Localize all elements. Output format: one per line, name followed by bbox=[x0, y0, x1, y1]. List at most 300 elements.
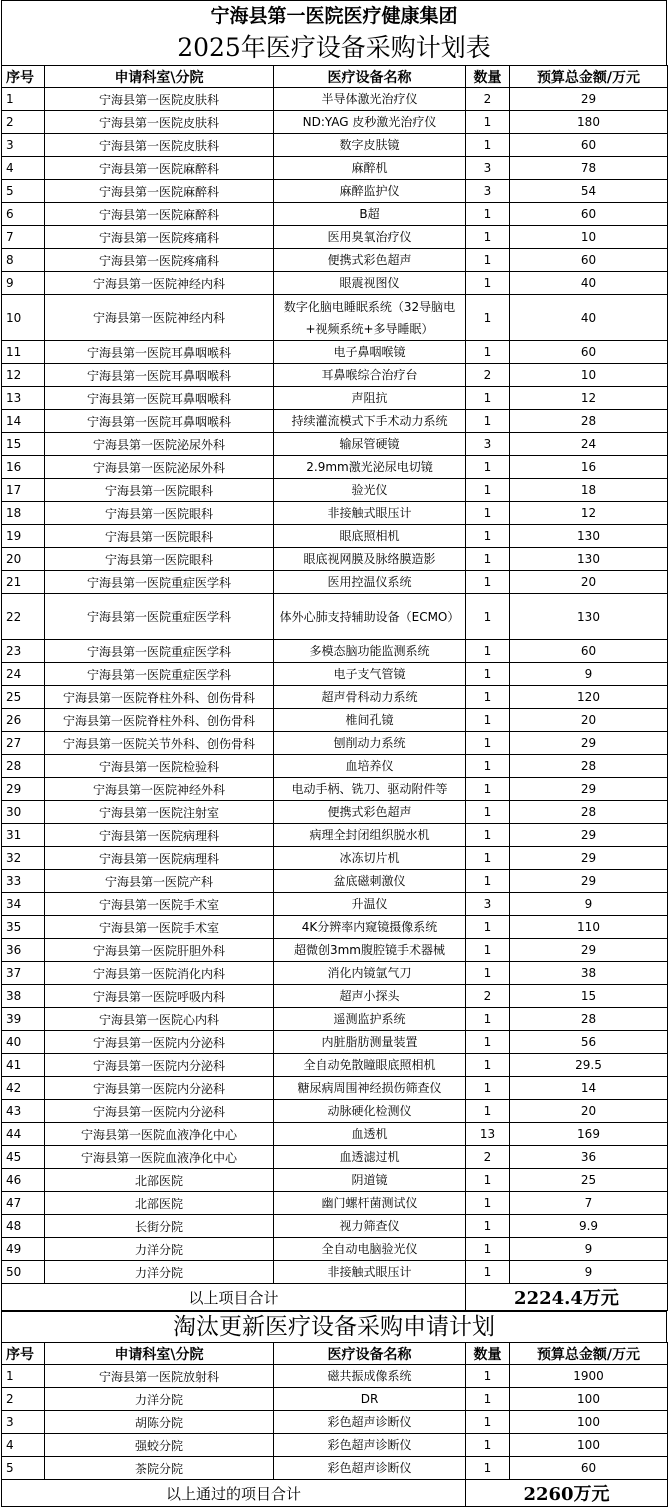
row-device: 动脉硬化检测仪 bbox=[274, 1100, 466, 1123]
row-device: 耳鼻喉综合治疗台 bbox=[274, 364, 466, 387]
row-qty: 1 bbox=[466, 1434, 510, 1457]
header-budget: 预算总金额/万元 bbox=[510, 1343, 668, 1365]
row-budget: 20 bbox=[510, 571, 668, 594]
row-budget: 25 bbox=[510, 1169, 668, 1192]
table-row bbox=[2, 364, 668, 387]
row-budget: 29 bbox=[510, 824, 668, 847]
table-row bbox=[2, 1123, 668, 1146]
row-device: 血培养仪 bbox=[274, 755, 466, 778]
row-seq: 34 bbox=[2, 893, 45, 916]
row-budget: 60 bbox=[510, 203, 668, 226]
row-device: 数字化脑电睡眠系统（32导脑电+视频系统+多导睡眠） bbox=[274, 295, 466, 341]
table-row bbox=[2, 594, 668, 640]
row-dept: 力洋分院 bbox=[45, 1388, 274, 1411]
row-qty: 1 bbox=[466, 1100, 510, 1123]
row-budget: 10 bbox=[510, 226, 668, 249]
table-row bbox=[2, 502, 668, 525]
row-budget: 100 bbox=[510, 1434, 668, 1457]
row-seq: 3 bbox=[2, 134, 45, 157]
row-dept: 宁海县第一医院眼科 bbox=[45, 502, 274, 525]
row-device: 遥测监护系统 bbox=[274, 1008, 466, 1031]
table-row bbox=[2, 778, 668, 801]
row-budget: 169 bbox=[510, 1123, 668, 1146]
table-row bbox=[2, 1077, 668, 1100]
table-row bbox=[2, 732, 668, 755]
row-seq: 19 bbox=[2, 525, 45, 548]
row-device: 盆底磁刺激仪 bbox=[274, 870, 466, 893]
row-dept: 宁海县第一医院皮肤科 bbox=[45, 111, 274, 134]
row-seq: 36 bbox=[2, 939, 45, 962]
table-row bbox=[2, 157, 668, 180]
row-budget: 7 bbox=[510, 1192, 668, 1215]
renewal-title: 淘汰更新医疗设备采购申请计划 bbox=[1, 1311, 667, 1342]
row-seq: 31 bbox=[2, 824, 45, 847]
table-row bbox=[2, 1031, 668, 1054]
row-dept: 力洋分院 bbox=[45, 1238, 274, 1261]
row-dept: 宁海县第一医院病理科 bbox=[45, 847, 274, 870]
row-qty: 3 bbox=[466, 180, 510, 203]
row-device: 非接触式眼压计 bbox=[274, 502, 466, 525]
row-qty: 1 bbox=[466, 824, 510, 847]
row-dept: 长街分院 bbox=[45, 1215, 274, 1238]
row-seq: 9 bbox=[2, 272, 45, 295]
row-dept: 宁海县第一医院耳鼻咽喉科 bbox=[45, 341, 274, 364]
row-seq: 24 bbox=[2, 663, 45, 686]
table-row bbox=[2, 1388, 668, 1411]
row-qty: 1 bbox=[466, 1261, 510, 1284]
row-budget: 15 bbox=[510, 985, 668, 1008]
table-row bbox=[2, 410, 668, 433]
row-device: 电子鼻咽喉镜 bbox=[274, 341, 466, 364]
row-qty: 1 bbox=[466, 1215, 510, 1238]
row-device: 半导体激光治疗仪 bbox=[274, 88, 466, 111]
row-budget: 24 bbox=[510, 433, 668, 456]
procurement-sheet bbox=[1, 0, 667, 1507]
row-budget: 29.5 bbox=[510, 1054, 668, 1077]
row-device: 彩色超声诊断仪 bbox=[274, 1457, 466, 1480]
row-seq: 43 bbox=[2, 1100, 45, 1123]
row-device: 超声小探头 bbox=[274, 985, 466, 1008]
row-budget: 78 bbox=[510, 157, 668, 180]
row-budget: 60 bbox=[510, 640, 668, 663]
row-dept: 宁海县第一医院内分泌科 bbox=[45, 1031, 274, 1054]
row-device: 全自动电脑验光仪 bbox=[274, 1238, 466, 1261]
row-dept: 力洋分院 bbox=[45, 1261, 274, 1284]
row-budget: 29 bbox=[510, 732, 668, 755]
table-row bbox=[2, 525, 668, 548]
row-budget: 100 bbox=[510, 1411, 668, 1434]
row-dept: 宁海县第一医院耳鼻咽喉科 bbox=[45, 364, 274, 387]
table-row bbox=[2, 962, 668, 985]
row-budget: 36 bbox=[510, 1146, 668, 1169]
row-dept: 宁海县第一医院神经内科 bbox=[45, 272, 274, 295]
row-device: 彩色超声诊断仪 bbox=[274, 1434, 466, 1457]
row-seq: 16 bbox=[2, 456, 45, 479]
row-dept: 宁海县第一医院重症医学科 bbox=[45, 663, 274, 686]
row-dept: 宁海县第一医院耳鼻咽喉科 bbox=[45, 387, 274, 410]
row-device: 血透机 bbox=[274, 1123, 466, 1146]
row-budget: 40 bbox=[510, 272, 668, 295]
row-qty: 1 bbox=[466, 709, 510, 732]
row-budget: 28 bbox=[510, 1008, 668, 1031]
row-device: 内脏脂肪测量装置 bbox=[274, 1031, 466, 1054]
row-budget: 130 bbox=[510, 525, 668, 548]
row-seq: 7 bbox=[2, 226, 45, 249]
row-qty: 2 bbox=[466, 364, 510, 387]
row-qty: 1 bbox=[466, 778, 510, 801]
row-qty: 1 bbox=[466, 111, 510, 134]
row-qty: 1 bbox=[466, 502, 510, 525]
row-device: 血透滤过机 bbox=[274, 1146, 466, 1169]
renewal-total-row bbox=[2, 1480, 668, 1507]
row-seq: 27 bbox=[2, 732, 45, 755]
row-budget: 28 bbox=[510, 755, 668, 778]
row-device: 医用控温仪系统 bbox=[274, 571, 466, 594]
row-device: 4K分辨率内窥镜摄像系统 bbox=[274, 916, 466, 939]
row-dept: 胡陈分院 bbox=[45, 1411, 274, 1434]
table-row bbox=[2, 111, 668, 134]
table-row bbox=[2, 1192, 668, 1215]
table-row bbox=[2, 1054, 668, 1077]
table-row bbox=[2, 640, 668, 663]
row-device: 便携式彩色超声 bbox=[274, 801, 466, 824]
row-qty: 1 bbox=[466, 801, 510, 824]
table-row bbox=[2, 180, 668, 203]
row-dept: 宁海县第一医院重症医学科 bbox=[45, 571, 274, 594]
row-budget: 100 bbox=[510, 1388, 668, 1411]
header-seq: 序号 bbox=[2, 66, 45, 88]
row-budget: 14 bbox=[510, 1077, 668, 1100]
table-row bbox=[2, 1261, 668, 1284]
table-row bbox=[2, 755, 668, 778]
renewal-body bbox=[2, 1365, 668, 1480]
row-seq: 45 bbox=[2, 1146, 45, 1169]
row-dept: 宁海县第一医院关节外科、创伤骨科 bbox=[45, 732, 274, 755]
row-qty: 1 bbox=[466, 1192, 510, 1215]
row-dept: 宁海县第一医院皮肤科 bbox=[45, 134, 274, 157]
row-qty: 1 bbox=[466, 1169, 510, 1192]
row-seq: 32 bbox=[2, 847, 45, 870]
row-seq: 41 bbox=[2, 1054, 45, 1077]
table-row bbox=[2, 226, 668, 249]
table-row bbox=[2, 824, 668, 847]
row-device: 椎间孔镜 bbox=[274, 709, 466, 732]
row-dept: 宁海县第一医院脊柱外科、创伤骨科 bbox=[45, 709, 274, 732]
table-row bbox=[2, 985, 668, 1008]
row-device: 阴道镜 bbox=[274, 1169, 466, 1192]
row-budget: 40 bbox=[510, 295, 668, 341]
table-row bbox=[2, 1215, 668, 1238]
row-budget: 130 bbox=[510, 594, 668, 640]
table-row bbox=[2, 203, 668, 226]
row-dept: 宁海县第一医院神经外科 bbox=[45, 778, 274, 801]
row-seq: 30 bbox=[2, 801, 45, 824]
row-budget: 9 bbox=[510, 663, 668, 686]
row-dept: 宁海县第一医院肝胆外科 bbox=[45, 939, 274, 962]
row-qty: 1 bbox=[466, 732, 510, 755]
row-device: 眼底照相机 bbox=[274, 525, 466, 548]
row-budget: 18 bbox=[510, 479, 668, 502]
row-qty: 1 bbox=[466, 640, 510, 663]
table-row bbox=[2, 1434, 668, 1457]
row-seq: 47 bbox=[2, 1192, 45, 1215]
row-dept: 宁海县第一医院手术室 bbox=[45, 893, 274, 916]
row-budget: 12 bbox=[510, 502, 668, 525]
plan-table bbox=[1, 65, 668, 1311]
row-seq: 17 bbox=[2, 479, 45, 502]
row-qty: 3 bbox=[466, 433, 510, 456]
row-budget: 110 bbox=[510, 916, 668, 939]
row-budget: 1900 bbox=[510, 1365, 668, 1388]
table-row bbox=[2, 479, 668, 502]
row-budget: 9 bbox=[510, 893, 668, 916]
table-row bbox=[2, 341, 668, 364]
table-row bbox=[2, 1100, 668, 1123]
row-qty: 1 bbox=[466, 1077, 510, 1100]
row-seq: 33 bbox=[2, 870, 45, 893]
row-dept: 宁海县第一医院消化内科 bbox=[45, 962, 274, 985]
row-device: 验光仪 bbox=[274, 479, 466, 502]
renewal-total-label: 以上通过的项目合计 bbox=[2, 1480, 466, 1507]
row-dept: 宁海县第一医院心内科 bbox=[45, 1008, 274, 1031]
row-seq: 18 bbox=[2, 502, 45, 525]
plan-title: 2025年医疗设备采购计划表 bbox=[1, 31, 667, 65]
row-dept: 宁海县第一医院血液净化中心 bbox=[45, 1146, 274, 1169]
row-dept: 宁海县第一医院手术室 bbox=[45, 916, 274, 939]
row-budget: 28 bbox=[510, 801, 668, 824]
row-dept: 宁海县第一医院疼痛科 bbox=[45, 226, 274, 249]
row-budget: 28 bbox=[510, 410, 668, 433]
row-device: 病理全封闭组织脱水机 bbox=[274, 824, 466, 847]
row-dept: 宁海县第一医院血液净化中心 bbox=[45, 1123, 274, 1146]
row-budget: 29 bbox=[510, 870, 668, 893]
row-seq: 38 bbox=[2, 985, 45, 1008]
row-qty: 1 bbox=[466, 295, 510, 341]
row-seq: 25 bbox=[2, 686, 45, 709]
row-dept: 宁海县第一医院检验科 bbox=[45, 755, 274, 778]
table-row bbox=[2, 88, 668, 111]
row-seq: 2 bbox=[2, 111, 45, 134]
row-budget: 20 bbox=[510, 709, 668, 732]
row-device: 输尿管硬镜 bbox=[274, 433, 466, 456]
row-dept: 宁海县第一医院泌尿外科 bbox=[45, 456, 274, 479]
row-dept: 宁海县第一医院眼科 bbox=[45, 479, 274, 502]
row-seq: 39 bbox=[2, 1008, 45, 1031]
row-dept: 宁海县第一医院眼科 bbox=[45, 525, 274, 548]
row-seq: 35 bbox=[2, 916, 45, 939]
plan-total-value: 2224.4万元 bbox=[466, 1284, 668, 1311]
row-qty: 1 bbox=[466, 686, 510, 709]
row-device: 磁共振成像系统 bbox=[274, 1365, 466, 1388]
row-dept: 强蛟分院 bbox=[45, 1434, 274, 1457]
row-device: 电动手柄、铣刀、驱动附件等 bbox=[274, 778, 466, 801]
row-dept: 宁海县第一医院疼痛科 bbox=[45, 249, 274, 272]
row-device: 超声骨科动力系统 bbox=[274, 686, 466, 709]
header-qty: 数量 bbox=[466, 66, 510, 88]
header-dept: 申请科室\分院 bbox=[45, 1343, 274, 1365]
row-dept: 宁海县第一医院重症医学科 bbox=[45, 640, 274, 663]
row-seq: 10 bbox=[2, 295, 45, 341]
row-budget: 60 bbox=[510, 341, 668, 364]
row-device: 糖尿病周围神经损伤筛查仪 bbox=[274, 1077, 466, 1100]
row-budget: 20 bbox=[510, 1100, 668, 1123]
row-qty: 1 bbox=[466, 663, 510, 686]
row-qty: 3 bbox=[466, 893, 510, 916]
row-qty: 1 bbox=[466, 847, 510, 870]
row-seq: 8 bbox=[2, 249, 45, 272]
row-budget: 54 bbox=[510, 180, 668, 203]
row-seq: 42 bbox=[2, 1077, 45, 1100]
row-qty: 1 bbox=[466, 134, 510, 157]
row-dept: 宁海县第一医院麻醉科 bbox=[45, 180, 274, 203]
row-qty: 1 bbox=[466, 1008, 510, 1031]
row-seq: 21 bbox=[2, 571, 45, 594]
table-row bbox=[2, 1365, 668, 1388]
table-row bbox=[2, 870, 668, 893]
row-budget: 60 bbox=[510, 1457, 668, 1480]
row-qty: 1 bbox=[466, 1238, 510, 1261]
table-row bbox=[2, 1238, 668, 1261]
row-seq: 37 bbox=[2, 962, 45, 985]
table-row bbox=[2, 295, 668, 341]
row-qty: 1 bbox=[466, 226, 510, 249]
table-row bbox=[2, 548, 668, 571]
row-seq: 48 bbox=[2, 1215, 45, 1238]
row-dept: 宁海县第一医院放射科 bbox=[45, 1365, 274, 1388]
row-dept: 宁海县第一医院重症医学科 bbox=[45, 594, 274, 640]
row-qty: 1 bbox=[466, 272, 510, 295]
row-seq: 4 bbox=[2, 157, 45, 180]
row-budget: 130 bbox=[510, 548, 668, 571]
row-budget: 9 bbox=[510, 1238, 668, 1261]
row-device: 眼底视网膜及脉络膜造影 bbox=[274, 548, 466, 571]
header-device: 医疗设备名称 bbox=[274, 1343, 466, 1365]
table-row bbox=[2, 939, 668, 962]
row-device: 消化内镜氩气刀 bbox=[274, 962, 466, 985]
row-dept: 宁海县第一医院呼吸内科 bbox=[45, 985, 274, 1008]
row-seq: 13 bbox=[2, 387, 45, 410]
row-device: 眼震视图仪 bbox=[274, 272, 466, 295]
row-budget: 29 bbox=[510, 778, 668, 801]
row-seq: 5 bbox=[2, 180, 45, 203]
row-seq: 44 bbox=[2, 1123, 45, 1146]
table-row bbox=[2, 1169, 668, 1192]
row-qty: 1 bbox=[466, 1411, 510, 1434]
table-row bbox=[2, 433, 668, 456]
renewal-table bbox=[1, 1342, 668, 1507]
row-dept: 宁海县第一医院内分泌科 bbox=[45, 1100, 274, 1123]
row-qty: 1 bbox=[466, 548, 510, 571]
row-qty: 2 bbox=[466, 1146, 510, 1169]
row-budget: 12 bbox=[510, 387, 668, 410]
row-qty: 1 bbox=[466, 571, 510, 594]
row-seq: 50 bbox=[2, 1261, 45, 1284]
table-row bbox=[2, 847, 668, 870]
row-device: 麻醉机 bbox=[274, 157, 466, 180]
table-row bbox=[2, 663, 668, 686]
row-budget: 9.9 bbox=[510, 1215, 668, 1238]
table-row bbox=[2, 893, 668, 916]
header-dept: 申请科室\分院 bbox=[45, 66, 274, 88]
row-device: 麻醉监护仪 bbox=[274, 180, 466, 203]
row-qty: 2 bbox=[466, 985, 510, 1008]
row-qty: 1 bbox=[466, 916, 510, 939]
row-device: 幽门螺杆菌测试仪 bbox=[274, 1192, 466, 1215]
row-qty: 3 bbox=[466, 157, 510, 180]
row-qty: 1 bbox=[466, 1388, 510, 1411]
row-seq: 14 bbox=[2, 410, 45, 433]
row-seq: 6 bbox=[2, 203, 45, 226]
row-qty: 1 bbox=[466, 870, 510, 893]
table-row bbox=[2, 1411, 668, 1434]
row-qty: 1 bbox=[466, 1054, 510, 1077]
row-budget: 56 bbox=[510, 1031, 668, 1054]
header-device: 医疗设备名称 bbox=[274, 66, 466, 88]
row-qty: 1 bbox=[466, 939, 510, 962]
row-device: 声阻抗 bbox=[274, 387, 466, 410]
row-qty: 1 bbox=[466, 1031, 510, 1054]
row-seq: 40 bbox=[2, 1031, 45, 1054]
row-budget: 10 bbox=[510, 364, 668, 387]
table-row bbox=[2, 1008, 668, 1031]
row-device: 持续灌流模式下手术动力系统 bbox=[274, 410, 466, 433]
row-device: 非接触式眼压计 bbox=[274, 1261, 466, 1284]
row-budget: 29 bbox=[510, 939, 668, 962]
row-device: ND:YAG 皮秒激光治疗仪 bbox=[274, 111, 466, 134]
row-dept: 宁海县第一医院耳鼻咽喉科 bbox=[45, 410, 274, 433]
plan-total-row bbox=[2, 1284, 668, 1311]
row-dept: 北部医院 bbox=[45, 1192, 274, 1215]
row-seq: 1 bbox=[2, 88, 45, 111]
renewal-total-value: 2260万元 bbox=[466, 1480, 668, 1507]
row-dept: 宁海县第一医院泌尿外科 bbox=[45, 433, 274, 456]
row-qty: 13 bbox=[466, 1123, 510, 1146]
header-seq: 序号 bbox=[2, 1343, 45, 1365]
table-row bbox=[2, 387, 668, 410]
plan-total-label: 以上项目合计 bbox=[2, 1284, 466, 1311]
row-qty: 1 bbox=[466, 1457, 510, 1480]
row-budget: 60 bbox=[510, 249, 668, 272]
header-qty: 数量 bbox=[466, 1343, 510, 1365]
row-qty: 1 bbox=[466, 479, 510, 502]
row-device: 体外心肺支持辅助设备（ECMO） bbox=[274, 594, 466, 640]
table-row bbox=[2, 571, 668, 594]
row-qty: 1 bbox=[466, 456, 510, 479]
row-qty: 1 bbox=[466, 203, 510, 226]
row-device: 便携式彩色超声 bbox=[274, 249, 466, 272]
row-device: 电子支气管镜 bbox=[274, 663, 466, 686]
table-row bbox=[2, 134, 668, 157]
table-row bbox=[2, 686, 668, 709]
row-dept: 宁海县第一医院脊柱外科、创伤骨科 bbox=[45, 686, 274, 709]
row-dept: 茶院分院 bbox=[45, 1457, 274, 1480]
row-seq: 49 bbox=[2, 1238, 45, 1261]
row-seq: 5 bbox=[2, 1457, 45, 1480]
row-budget: 29 bbox=[510, 847, 668, 870]
row-budget: 180 bbox=[510, 111, 668, 134]
row-device: 视力筛查仪 bbox=[274, 1215, 466, 1238]
plan-header-row bbox=[2, 66, 668, 88]
row-seq: 20 bbox=[2, 548, 45, 571]
row-qty: 1 bbox=[466, 755, 510, 778]
row-device: 升温仪 bbox=[274, 893, 466, 916]
row-seq: 15 bbox=[2, 433, 45, 456]
row-device: 彩色超声诊断仪 bbox=[274, 1411, 466, 1434]
row-device: 医用臭氧治疗仪 bbox=[274, 226, 466, 249]
row-qty: 1 bbox=[466, 962, 510, 985]
row-dept: 宁海县第一医院病理科 bbox=[45, 824, 274, 847]
row-dept: 宁海县第一医院内分泌科 bbox=[45, 1054, 274, 1077]
